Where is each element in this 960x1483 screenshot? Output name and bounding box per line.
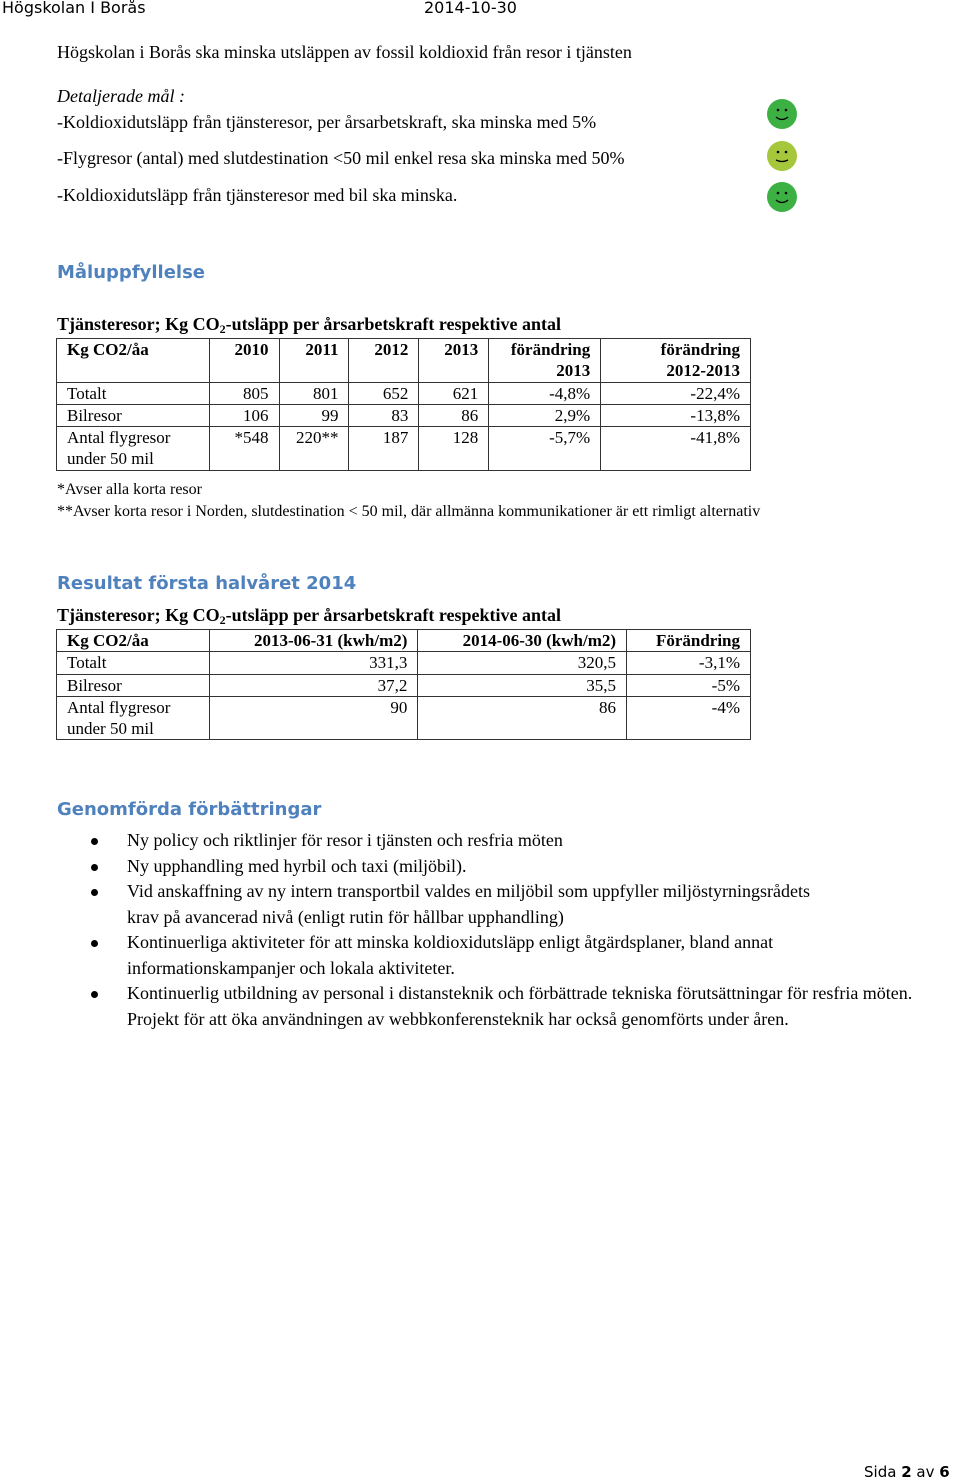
- table-cell: 35,5: [418, 674, 627, 696]
- table-cell: 2,9%: [489, 404, 601, 426]
- list-item: [90, 828, 930, 854]
- page-footer: [864, 1463, 950, 1481]
- table-cell: 331,3: [209, 652, 418, 674]
- table-cell: 37,2: [209, 674, 418, 696]
- table-row: [57, 404, 751, 426]
- table-cell: 83: [349, 404, 419, 426]
- table-cell: 106: [209, 404, 279, 426]
- table-cell: -22,4%: [601, 382, 751, 404]
- col-header: 2013-06-31 (kwh/m2): [209, 630, 418, 652]
- list-item-text: Kontinuerlig utbildning av personal i distansteknik och förbättrade tekniska förutsättningar för resfria möten. Projekt för att öka användningen av webbkonferensteknik har också genomförts under åren.: [127, 983, 913, 1029]
- heading-maluppfyllelse: Måluppfyllelse: [57, 262, 206, 283]
- list-item-text: Ny upphandling med hyrbil och taxi (miljöbil).: [127, 855, 467, 876]
- list-item: [90, 854, 930, 880]
- table-cell: Antal flygresor under 50 mil: [57, 427, 210, 471]
- table-row: [57, 652, 751, 674]
- table-cell: -4%: [627, 696, 751, 740]
- footer-total: 6: [939, 1463, 950, 1481]
- table-row: [57, 382, 751, 404]
- table-cell: 187: [349, 427, 419, 471]
- list-item-text: Kontinuerliga aktiviteter för att minska koldioxidutsläpp enligt åtgärdsplaner, bland annat informationskampanjer och lokala aktiviteter.: [127, 932, 774, 978]
- footer-label: Sida: [864, 1463, 897, 1481]
- table-cell: Bilresor: [57, 674, 210, 696]
- smiley-yellowgreen-icon: [767, 141, 797, 171]
- footnote-1: *Avser alla korta resor: [57, 481, 202, 498]
- table-maluppfyllelse: [56, 338, 751, 471]
- list-item-text: Ny policy och riktlinjer för resor i tjänsten och resfria möten: [127, 830, 563, 850]
- footer-page: 2: [901, 1463, 912, 1481]
- list-item: [90, 930, 917, 981]
- bullet-icon: [91, 940, 98, 947]
- list-item: [90, 879, 827, 930]
- bullet-icon: [91, 991, 98, 998]
- list-item: [90, 981, 927, 1032]
- footnote-2: **Avser korta resor i Norden, slutdestination < 50 mil, där allmänna kommunikationer är ett rimligt alternativ: [57, 503, 761, 520]
- table-header-row: [57, 339, 751, 383]
- table-cell: -5,7%: [489, 427, 601, 471]
- goal-2: -Flygresor (antal) med slutdestination <50 mil enkel resa ska minska med 50%: [57, 148, 625, 168]
- table-cell: 99: [279, 404, 349, 426]
- col-header: förändring 2013: [489, 339, 601, 383]
- table-cell: -5%: [627, 674, 751, 696]
- table-header-row: [57, 630, 751, 652]
- table-cell: Totalt: [57, 652, 210, 674]
- smiley-green-icon: [767, 99, 797, 129]
- table-row: [57, 674, 751, 696]
- table1-title: Tjänsteresor; Kg $CO_2$-utsläpp per årsarbetskraft respektive antal: [57, 314, 561, 336]
- col-header: 2010: [209, 339, 279, 383]
- table-cell: -4,8%: [489, 382, 601, 404]
- table-row: [57, 427, 751, 471]
- table-cell: 805: [209, 382, 279, 404]
- bullet-icon: [91, 889, 98, 896]
- table-cell: Antal flygresor under 50 mil: [57, 696, 210, 740]
- table-cell: Totalt: [57, 382, 210, 404]
- footer-of: av: [916, 1463, 935, 1481]
- col-header: Kg CO2/åa: [57, 630, 210, 652]
- table-cell: 128: [419, 427, 489, 471]
- table-cell: 801: [279, 382, 349, 404]
- goals-label: Detaljerade mål :: [57, 86, 185, 106]
- heading-forbattringar: Genomförda förbättringar: [57, 799, 322, 820]
- heading-resultat: Resultat första halvåret 2014: [57, 573, 357, 594]
- table-cell: 86: [419, 404, 489, 426]
- table-row: [57, 696, 751, 740]
- table-cell: -13,8%: [601, 404, 751, 426]
- table-cell: -41,8%: [601, 427, 751, 471]
- improvements-list: [90, 828, 930, 1032]
- table-cell: *548: [209, 427, 279, 471]
- col-header: Förändring: [627, 630, 751, 652]
- table-cell: 86: [418, 696, 627, 740]
- bullet-icon: [91, 864, 98, 871]
- goal-3: -Koldioxidutsläpp från tjänsteresor med bil ska minska.: [57, 185, 458, 205]
- smiley-green-icon: [767, 182, 797, 212]
- table2-title: Tjänsteresor; Kg $CO_2$-utsläpp per årsarbetskraft respektive antal: [57, 605, 561, 627]
- header-date: 2014-10-30: [424, 0, 517, 17]
- col-header: 2013: [419, 339, 489, 383]
- page-header: [0, 0, 960, 22]
- table-cell: Bilresor: [57, 404, 210, 426]
- table-cell: 90: [209, 696, 418, 740]
- intro-title: Högskolan i Borås ska minska utsläppen av fossil koldioxid från resor i tjänsten: [57, 42, 632, 62]
- col-header: 2011: [279, 339, 349, 383]
- col-header: 2012: [349, 339, 419, 383]
- table-resultat: [56, 629, 751, 740]
- table-cell: 320,5: [418, 652, 627, 674]
- table-cell: 220**: [279, 427, 349, 471]
- goal-1: -Koldioxidutsläpp från tjänsteresor, per årsarbetskraft, ska minska med 5%: [57, 112, 597, 132]
- table-cell: -3,1%: [627, 652, 751, 674]
- bullet-icon: [91, 838, 98, 845]
- col-header: 2014-06-30 (kwh/m2): [418, 630, 627, 652]
- table-cell: 652: [349, 382, 419, 404]
- col-header: förändring 2012-2013: [601, 339, 751, 383]
- list-item-text: Vid anskaffning av ny intern transportbil valdes en miljöbil som uppfyller miljöstyrningsrådets krav på avancerad nivå (enligt rutin för hållbar upphandling): [127, 881, 810, 927]
- table-cell: 621: [419, 382, 489, 404]
- col-header: Kg CO2/åa: [57, 339, 210, 383]
- header-org: Högskolan I Borås: [2, 0, 146, 17]
